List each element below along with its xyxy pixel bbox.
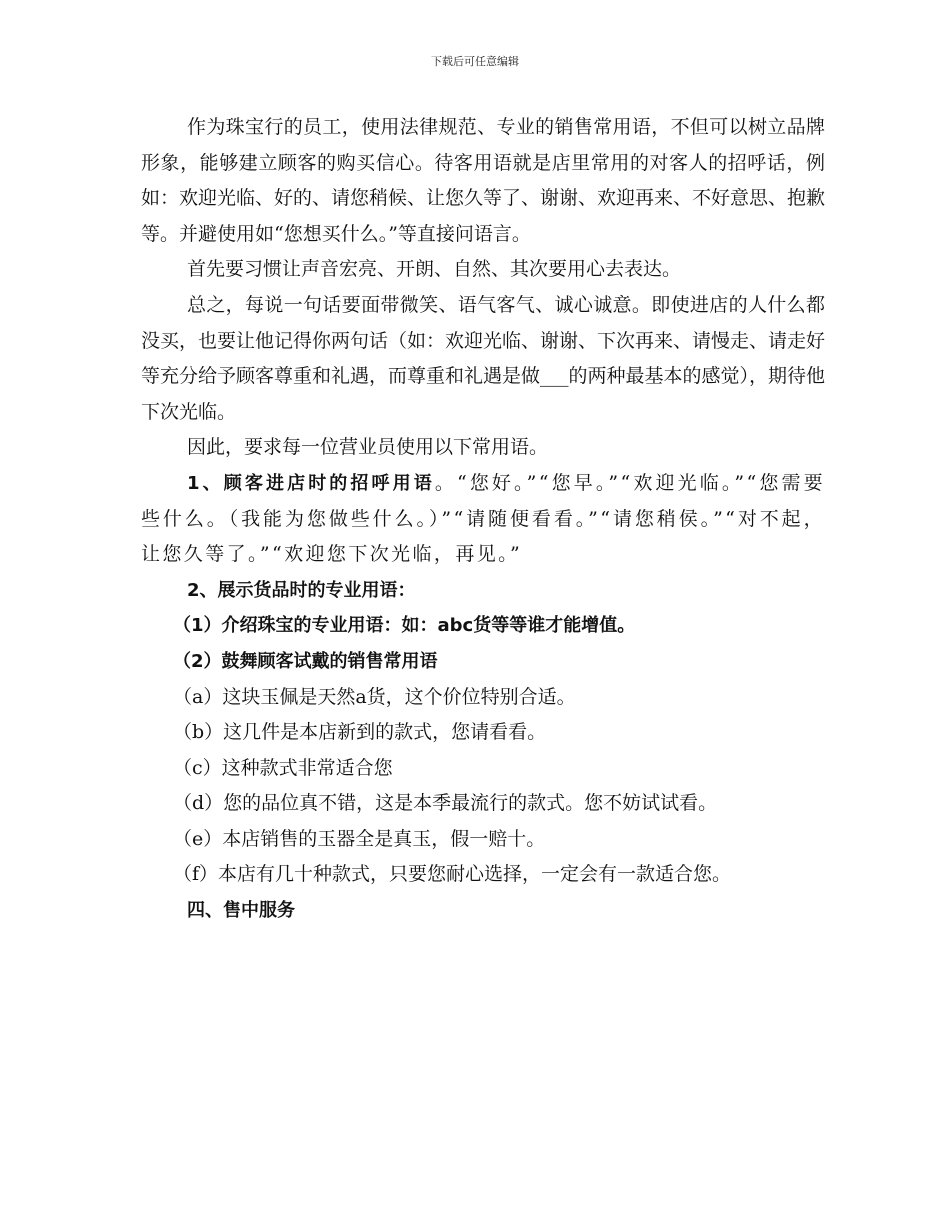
list-item: （c）这种款式非常适合您	[173, 756, 393, 779]
paragraph-voice: 首先要习惯让声音宏亮、开朗、自然、其次要用心去表达。	[187, 258, 682, 281]
paragraph-requirement: 因此，要求每一位营业员使用以下常用语。	[187, 436, 549, 459]
paragraph-intro: 作为珠宝行的员工，使用法律规范、专业的销售常用语，不但可以树立品牌形象，能够建立顾客的购买信心。待客用语就是店里常用的对客人的招呼话，例如：欢迎光临、好的、请您稍候、让您久等了、谢谢、欢迎再来、不好意思、抱歉等。并避使用如“您想买什么。”等直接问语言。	[141, 116, 826, 245]
document-body	[141, 110, 825, 929]
section-greeting	[141, 466, 825, 573]
list-item: （b）这几件是本店新到的款式，您请看看。	[173, 721, 547, 744]
subsection-professional-terms: （1）介绍珠宝的专业用语：如：abc货等等谁才能增值。	[173, 615, 636, 637]
list-item: （d）您的品位真不错，这是本季最流行的款式。您不妨试试看。	[173, 792, 718, 815]
paragraph-summary: 总之，每说一句话要面带微笑、语气客气、诚心诚意。即使进店的人什么都没买，也要让他记得你两句话（如：欢迎光临、谢谢、下次再来、请慢走、请走好等充分给予顾客尊重和礼遇，而尊重和礼遇是做___的两种最基本的感觉），期待他下次光临。	[141, 293, 826, 423]
subsection-try-on-terms: （2）鼓舞顾客试戴的销售常用语	[173, 650, 438, 672]
page-header: 下载后可任意编辑	[431, 55, 519, 68]
list-item: （f）本店有几十种款式，只要您耐心选择，一定会有一款适合您。	[173, 863, 732, 886]
list-item: （e）本店销售的玉器全是真玉，假一赔十。	[173, 827, 546, 850]
section-display-heading: 2、展示货品时的专业用语：	[187, 579, 416, 601]
list-item: （a）这块玉佩是天然a货，这个价位特别合适。	[173, 685, 576, 708]
section-in-sale-service-heading: 四、售中服务	[187, 900, 295, 922]
section-greeting-body: 。“您好。”“您早。”“欢迎光临。”“您需要些什么。（我能为您做些什么。）”“请随便看看。”“请您稍侯。”“对不起，让您久等了。”“欢迎您下次光临，再见。”	[141, 471, 825, 566]
section-greeting-heading: 1、顾客进店时的招呼用语	[187, 472, 435, 494]
